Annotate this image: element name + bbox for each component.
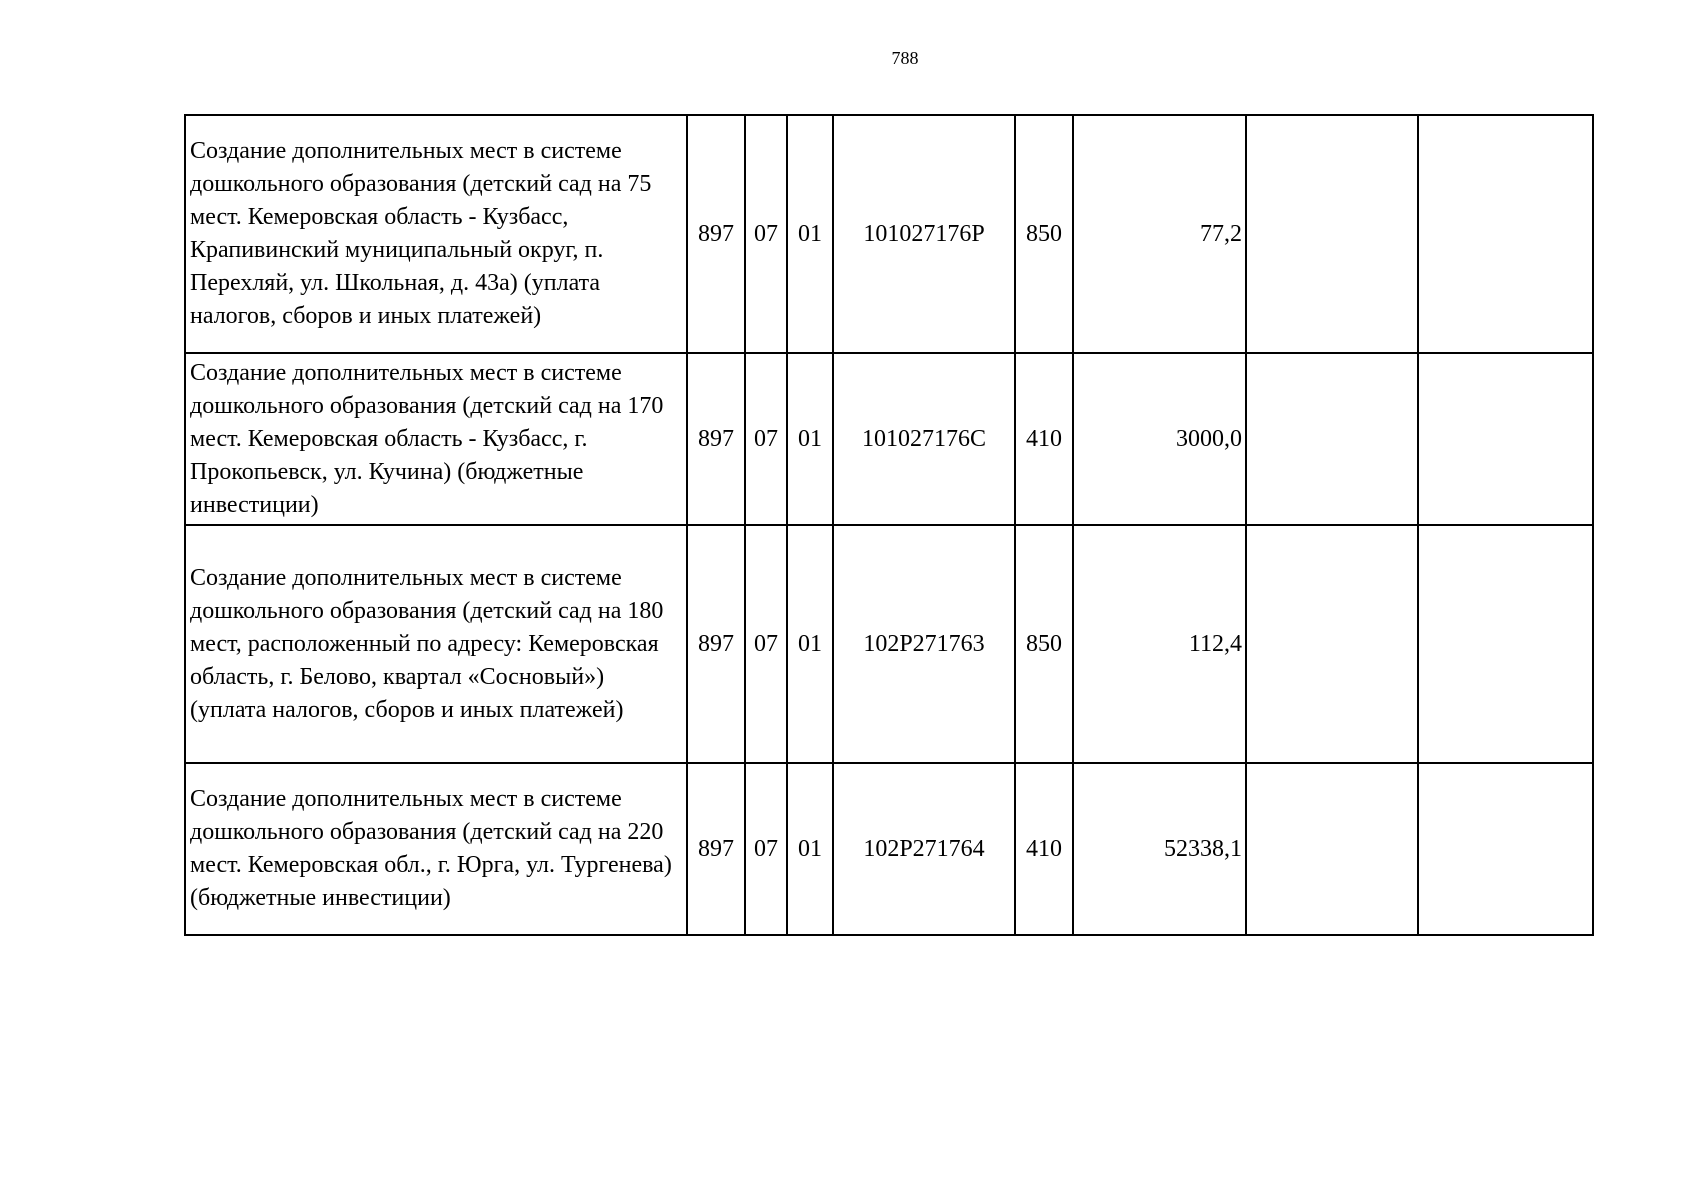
amount-cell: 52338,1 — [1073, 763, 1246, 935]
ministry-code: 897 — [687, 353, 745, 525]
budget-table — [184, 114, 1594, 936]
section-code: 07 — [745, 115, 787, 353]
section-code: 07 — [745, 525, 787, 763]
subsection-code: 01 — [787, 353, 833, 525]
target-article-code: 101027176С — [833, 353, 1015, 525]
target-article-code: 102Р271763 — [833, 525, 1015, 763]
section-code: 07 — [745, 763, 787, 935]
empty-cell — [1418, 353, 1593, 525]
target-article-code: 101027176Р — [833, 115, 1015, 353]
table-row — [185, 525, 1593, 763]
page-number: 788 — [891, 48, 919, 68]
empty-cell — [1418, 763, 1593, 935]
empty-cell — [1246, 525, 1418, 763]
subsection-code: 01 — [787, 115, 833, 353]
row-description: Создание дополнительных мест в системе дошкольного образования (детский сад на 170 мест. Кемеровская область - Кузбасс, г. Прокопьевск, ул. Кучина) (бюджетные инвестиции) — [185, 353, 687, 525]
expense-type-code: 410 — [1015, 763, 1073, 935]
expense-type-code: 850 — [1015, 115, 1073, 353]
table-row — [185, 763, 1593, 935]
empty-cell — [1418, 115, 1593, 353]
table-row — [185, 353, 1593, 525]
empty-cell — [1246, 353, 1418, 525]
amount-cell: 112,4 — [1073, 525, 1246, 763]
empty-cell — [1246, 115, 1418, 353]
row-description: Создание дополнительных мест в системе дошкольного образования (детский сад на 220 мест. Кемеровская обл., г. Юрга, ул. Тургенева) (бюджетные инвестиции) — [185, 763, 687, 935]
ministry-code: 897 — [687, 525, 745, 763]
section-code: 07 — [745, 353, 787, 525]
expense-type-code: 850 — [1015, 525, 1073, 763]
subsection-code: 01 — [787, 525, 833, 763]
ministry-code: 897 — [687, 115, 745, 353]
target-article-code: 102Р271764 — [833, 763, 1015, 935]
ministry-code: 897 — [687, 763, 745, 935]
expense-type-code: 410 — [1015, 353, 1073, 525]
amount-cell: 3000,0 — [1073, 353, 1246, 525]
table-row — [185, 115, 1593, 353]
row-description: Создание дополнительных мест в системе дошкольного образования (детский сад на 75 мест. Кемеровская область - Кузбасс, Крапивинский муниципальный округ, п. Перехляй, ул. Школьная, д. 43а) (уплата налогов, сборов и иных платежей) — [185, 115, 687, 353]
amount-cell: 77,2 — [1073, 115, 1246, 353]
row-description: Создание дополнительных мест в системе дошкольного образования (детский сад на 180 мест, расположенный по адресу: Кемеровская область, г. Белово, квартал «Сосновый») (уплата налогов, сборов и иных платежей) — [185, 525, 687, 763]
empty-cell — [1246, 763, 1418, 935]
subsection-code: 01 — [787, 763, 833, 935]
empty-cell — [1418, 525, 1593, 763]
